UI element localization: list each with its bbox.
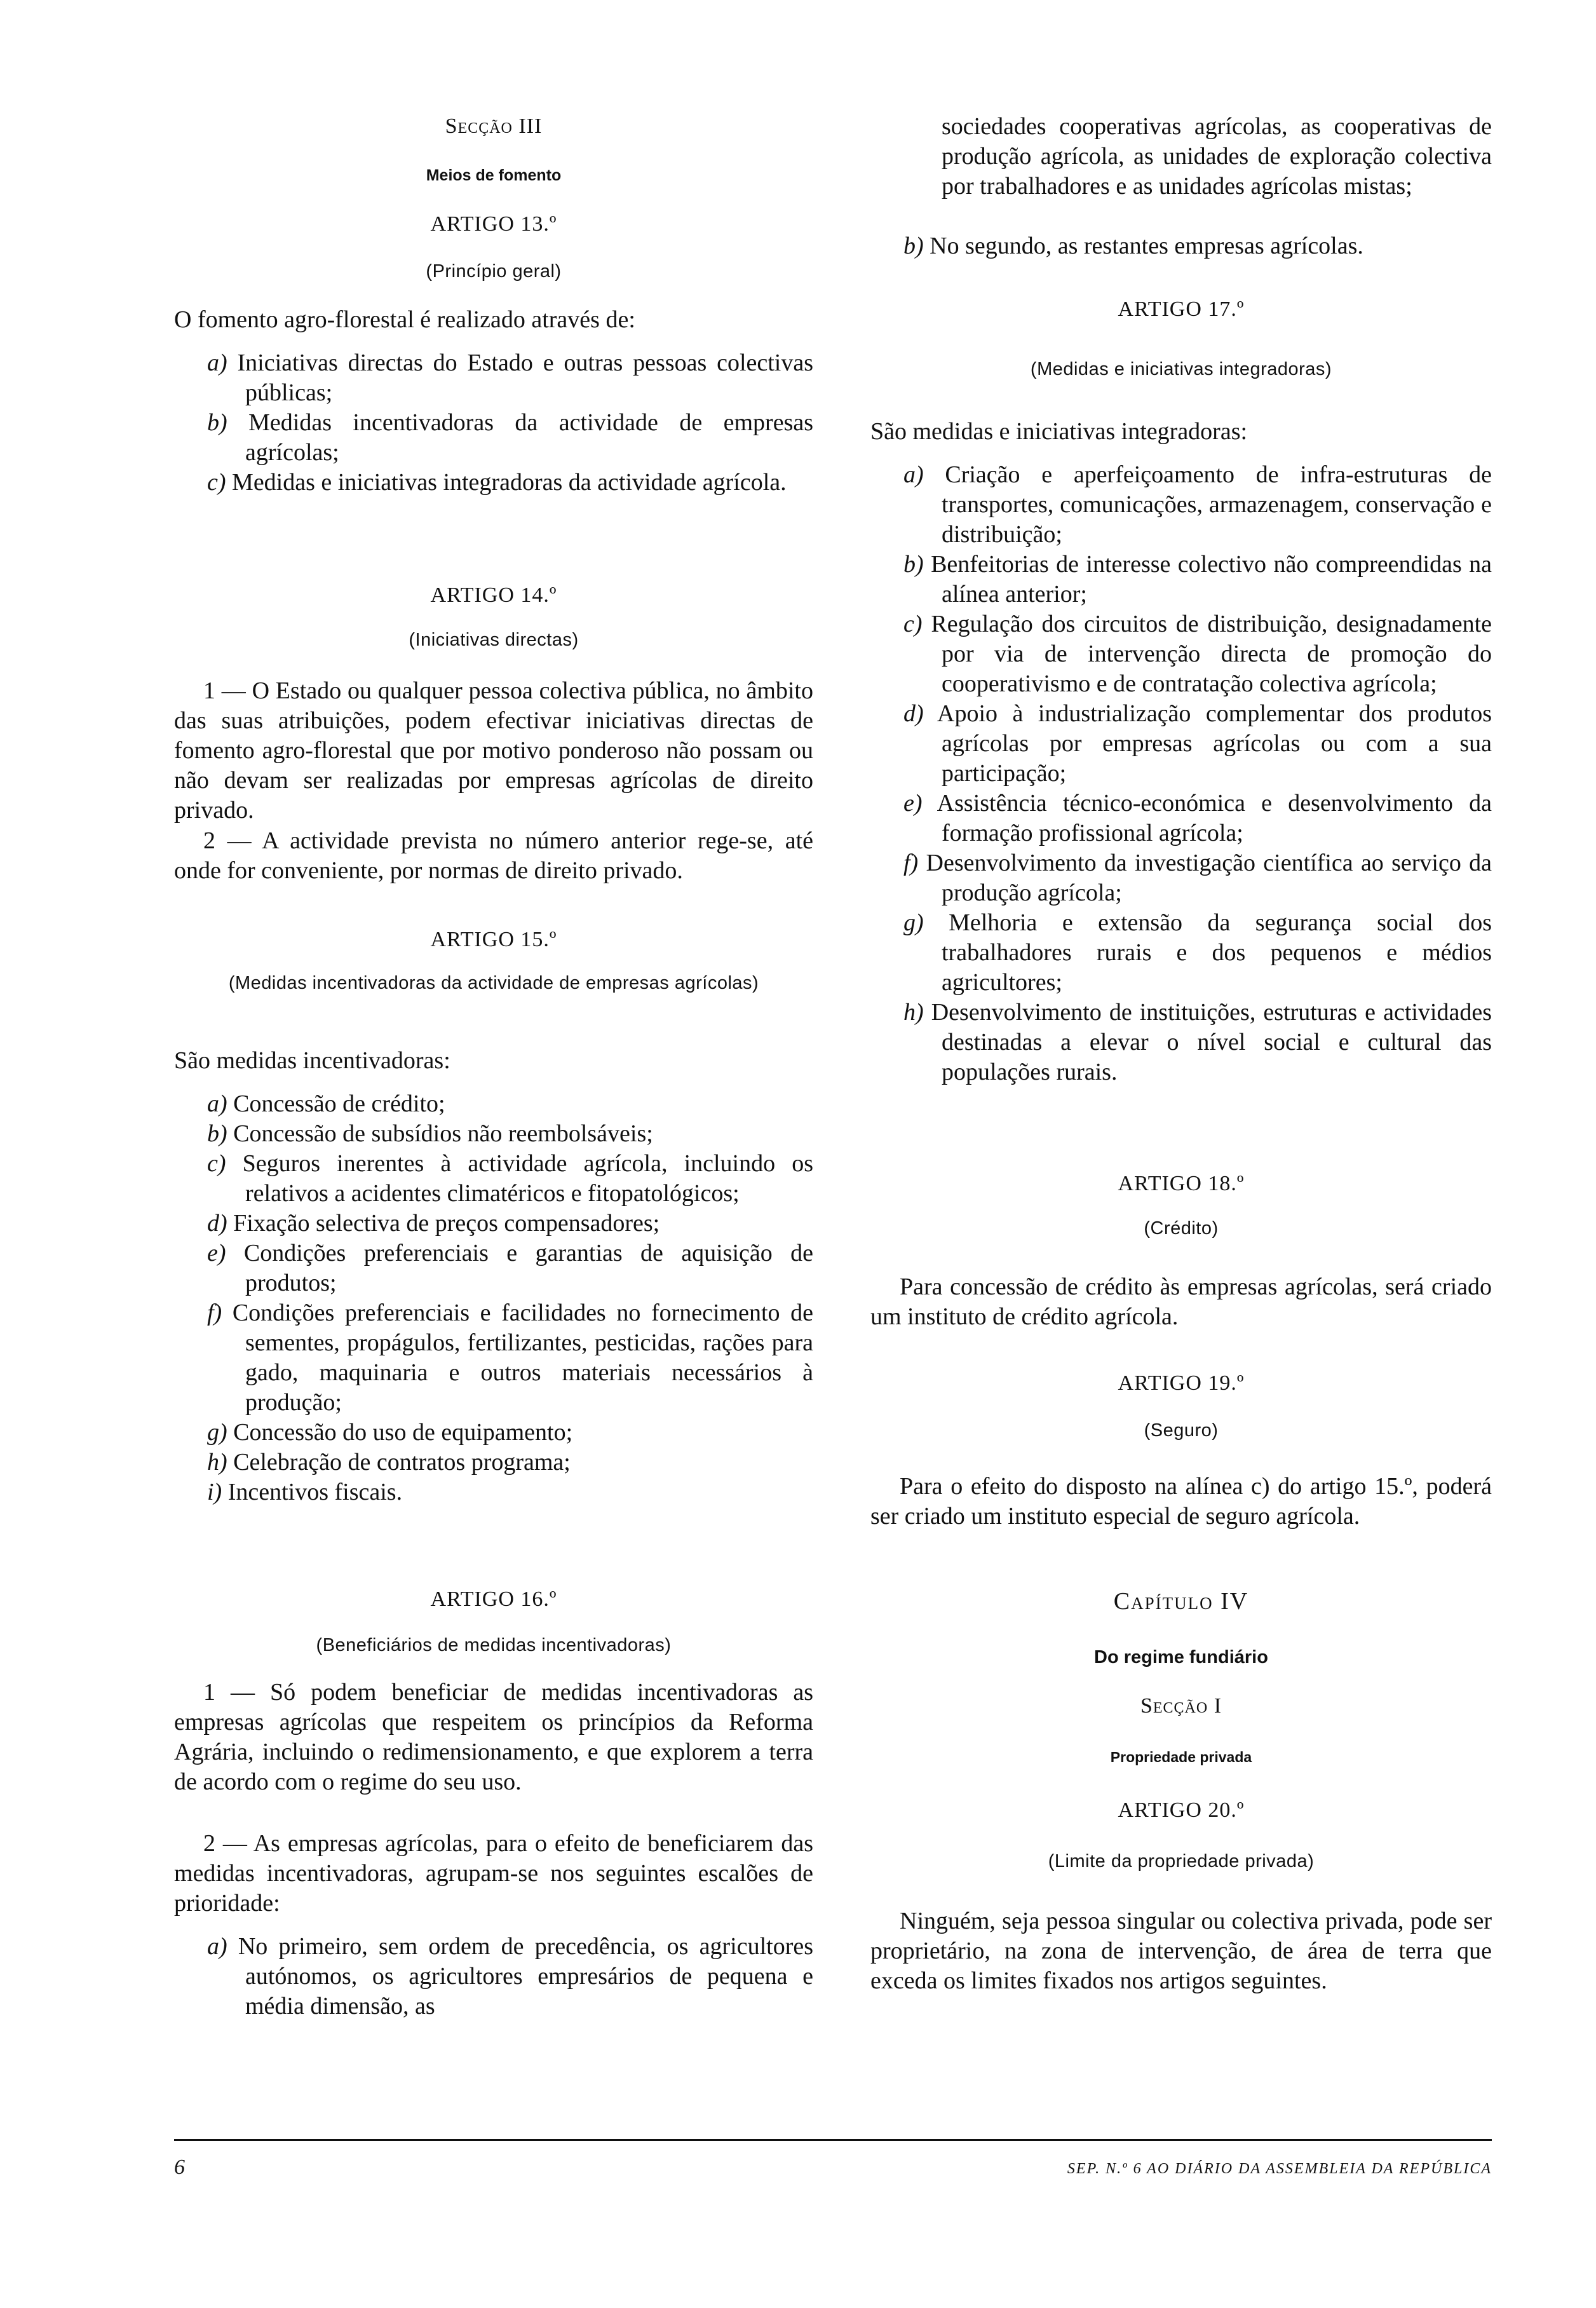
list-item: h) Desenvolvimento de instituições, estruturas e actividades destinadas a elevar o nível social e cultural das populações rurais. [903,999,1492,1085]
article-19-title: ARTIGO 19.º [1118,1371,1245,1395]
article-16-list-continued [870,231,1492,261]
list-item: a) No primeiro, sem ordem de precedência, os agricultores autónomos, os agricultores empresários de pequena e média dimensão, as [207,1933,814,2020]
article-17-list [870,460,1492,1087]
page-number: 6 [174,2155,185,2179]
list-item: a) Iniciativas directas do Estado e outras pessoas colectivas públicas; [207,350,813,406]
chapter-title: Do regime fundiário [1094,1647,1268,1667]
article-14-rubric: (Iniciativas directas) [409,630,579,650]
article-16-paragraph-1: 1 — Só podem beneficiar de medidas incentivadoras as empresas agrícolas que respeitem os princípios da Reforma Agrária, incluindo o redimensionamento, e que explorem a terra de acordo com o regime do seu uso. [174,1679,813,1795]
list-item: e) Assistência técnico-económica e desenvolvimento da formação profissional agrícola; [903,790,1492,846]
section-title: Meios de fomento [426,166,562,184]
article-16-item-a-continuation: sociedades cooperativas agrícolas, as cooperativas de produção agrícola, as unidades de exploração colectiva por trabalhadores e as unidades agrícolas mistas; [942,113,1492,200]
article-17-title: ARTIGO 17.º [1118,297,1245,321]
chapter-heading: Capítulo IV [1113,1588,1249,1615]
section-heading: Secção I [1140,1694,1222,1718]
article-16-rubric: (Beneficiários de medidas incentivadoras) [316,1635,672,1655]
article-15-title: ARTIGO 15.º [430,928,557,951]
article-13-rubric: (Princípio geral) [426,261,562,282]
list-item: a) Criação e aperfeiçoamento de infra-estruturas de transportes, comunicações, armazenagem, conservação e distribuição; [903,461,1492,548]
article-16-paragraph-2: 2 — As empresas agrícolas, para o efeito de beneficiarem das medidas incentivadoras, agrupam-se nos seguintes escalões de prioridade: [174,1830,813,1917]
article-20-rubric: (Limite da propriedade privada) [1048,1851,1315,1871]
list-item: g) Concessão do uso de equipamento; [207,1419,573,1446]
article-13-title: ARTIGO 13.º [430,212,557,236]
list-item: e) Condições preferenciais e garantias de aquisição de produtos; [207,1240,813,1296]
article-18-title: ARTIGO 18.º [1118,1172,1245,1195]
list-item: i) Incentivos fiscais. [207,1479,403,1505]
list-item: h) Celebração de contratos programa; [207,1449,571,1476]
list-item: b) No segundo, as restantes empresas agrícolas. [903,233,1363,259]
article-19-paragraph: Para o efeito do disposto na alínea c) do artigo 15.º, poderá ser criado um instituto especial de seguro agrícola. [870,1473,1492,1530]
list-item: c) Medidas e iniciativas integradoras da actividade agrícola. [207,469,787,496]
list-item: f) Condições preferenciais e facilidades no fornecimento de sementes, propágulos, fertilizantes, pesticidas, rações para gado, maquinaria e outros materiais necessários à produção; [207,1300,813,1416]
article-14-paragraph-2: 2 — A actividade prevista no número anterior rege-se, até onde for conveniente, por normas de direito privado. [174,827,813,884]
list-item: d) Apoio à industrialização complementar dos produtos agrícolas por empresas agrícolas ou com a sua participação; [903,700,1492,787]
section-heading: Secção III [445,114,543,138]
list-item: c) Regulação dos circuitos de distribuição, designadamente por via de intervenção directa de promoção do cooperativismo e de contratação colectiva agrícola; [903,611,1492,697]
article-20-paragraph: Ninguém, seja pessoa singular ou colectiva privada, pode ser proprietário, na zona de intervenção, de área de terra que exceda os limites fixados nos artigos seguintes. [870,1908,1492,1994]
list-item: g) Melhoria e extensão da segurança social dos trabalhadores rurais e dos pequenos e médios agricultores; [903,909,1492,996]
list-item: c) Seguros inerentes à actividade agrícola, incluindo os relativos a acidentes climatéricos e fitopatológicos; [207,1150,813,1207]
article-18-rubric: (Crédito) [1144,1218,1219,1239]
list-item: b) Medidas incentivadoras da actividade de empresas agrícolas; [207,409,814,466]
article-14-title: ARTIGO 14.º [430,583,557,607]
publication-footer: SEP. N.º 6 AO DIÁRIO DA ASSEMBLEIA DA REPÚBLICA [1067,2161,1492,2177]
article-15-list [174,1089,813,1507]
article-16-list [174,1932,813,2021]
article-14-paragraph-1: 1 — O Estado ou qualquer pessoa colectiva pública, no âmbito das suas atribuições, podem efectivar iniciativas directas de fomento agro-florestal que por motivo ponderoso não possam ou não devam ser realizadas por empresas agrícolas de direito privado. [174,677,813,824]
article-17-intro: São medidas e iniciativas integradoras: [870,418,1248,445]
list-item: d) Fixação selectiva de preços compensadores; [207,1210,660,1237]
article-15-intro: São medidas incentivadoras: [174,1047,450,1074]
article-17-rubric: (Medidas e iniciativas integradoras) [1030,359,1332,379]
article-13-intro: O fomento agro-florestal é realizado através de: [174,306,635,333]
list-item: f) Desenvolvimento da investigação científica ao serviço da produção agrícola; [903,850,1492,906]
list-item: a) Concessão de crédito; [207,1090,445,1117]
list-item: b) Benfeitorias de interesse colectivo não compreendidas na alínea anterior; [903,551,1492,608]
footer-rule [174,2139,1492,2141]
article-18-paragraph: Para concessão de crédito às empresas agrícolas, será criado um instituto de crédito agrícola. [870,1273,1492,1330]
list-item: b) Concessão de subsídios não reembolsáveis; [207,1120,653,1147]
section-title: Propriedade privada [1110,1749,1252,1765]
article-15-rubric: (Medidas incentivadoras da actividade de empresas agrícolas) [228,973,759,993]
article-16-title: ARTIGO 16.º [430,1587,557,1611]
article-19-rubric: (Seguro) [1144,1420,1219,1441]
article-13-list [174,348,813,498]
article-20-title: ARTIGO 20.º [1118,1798,1245,1822]
